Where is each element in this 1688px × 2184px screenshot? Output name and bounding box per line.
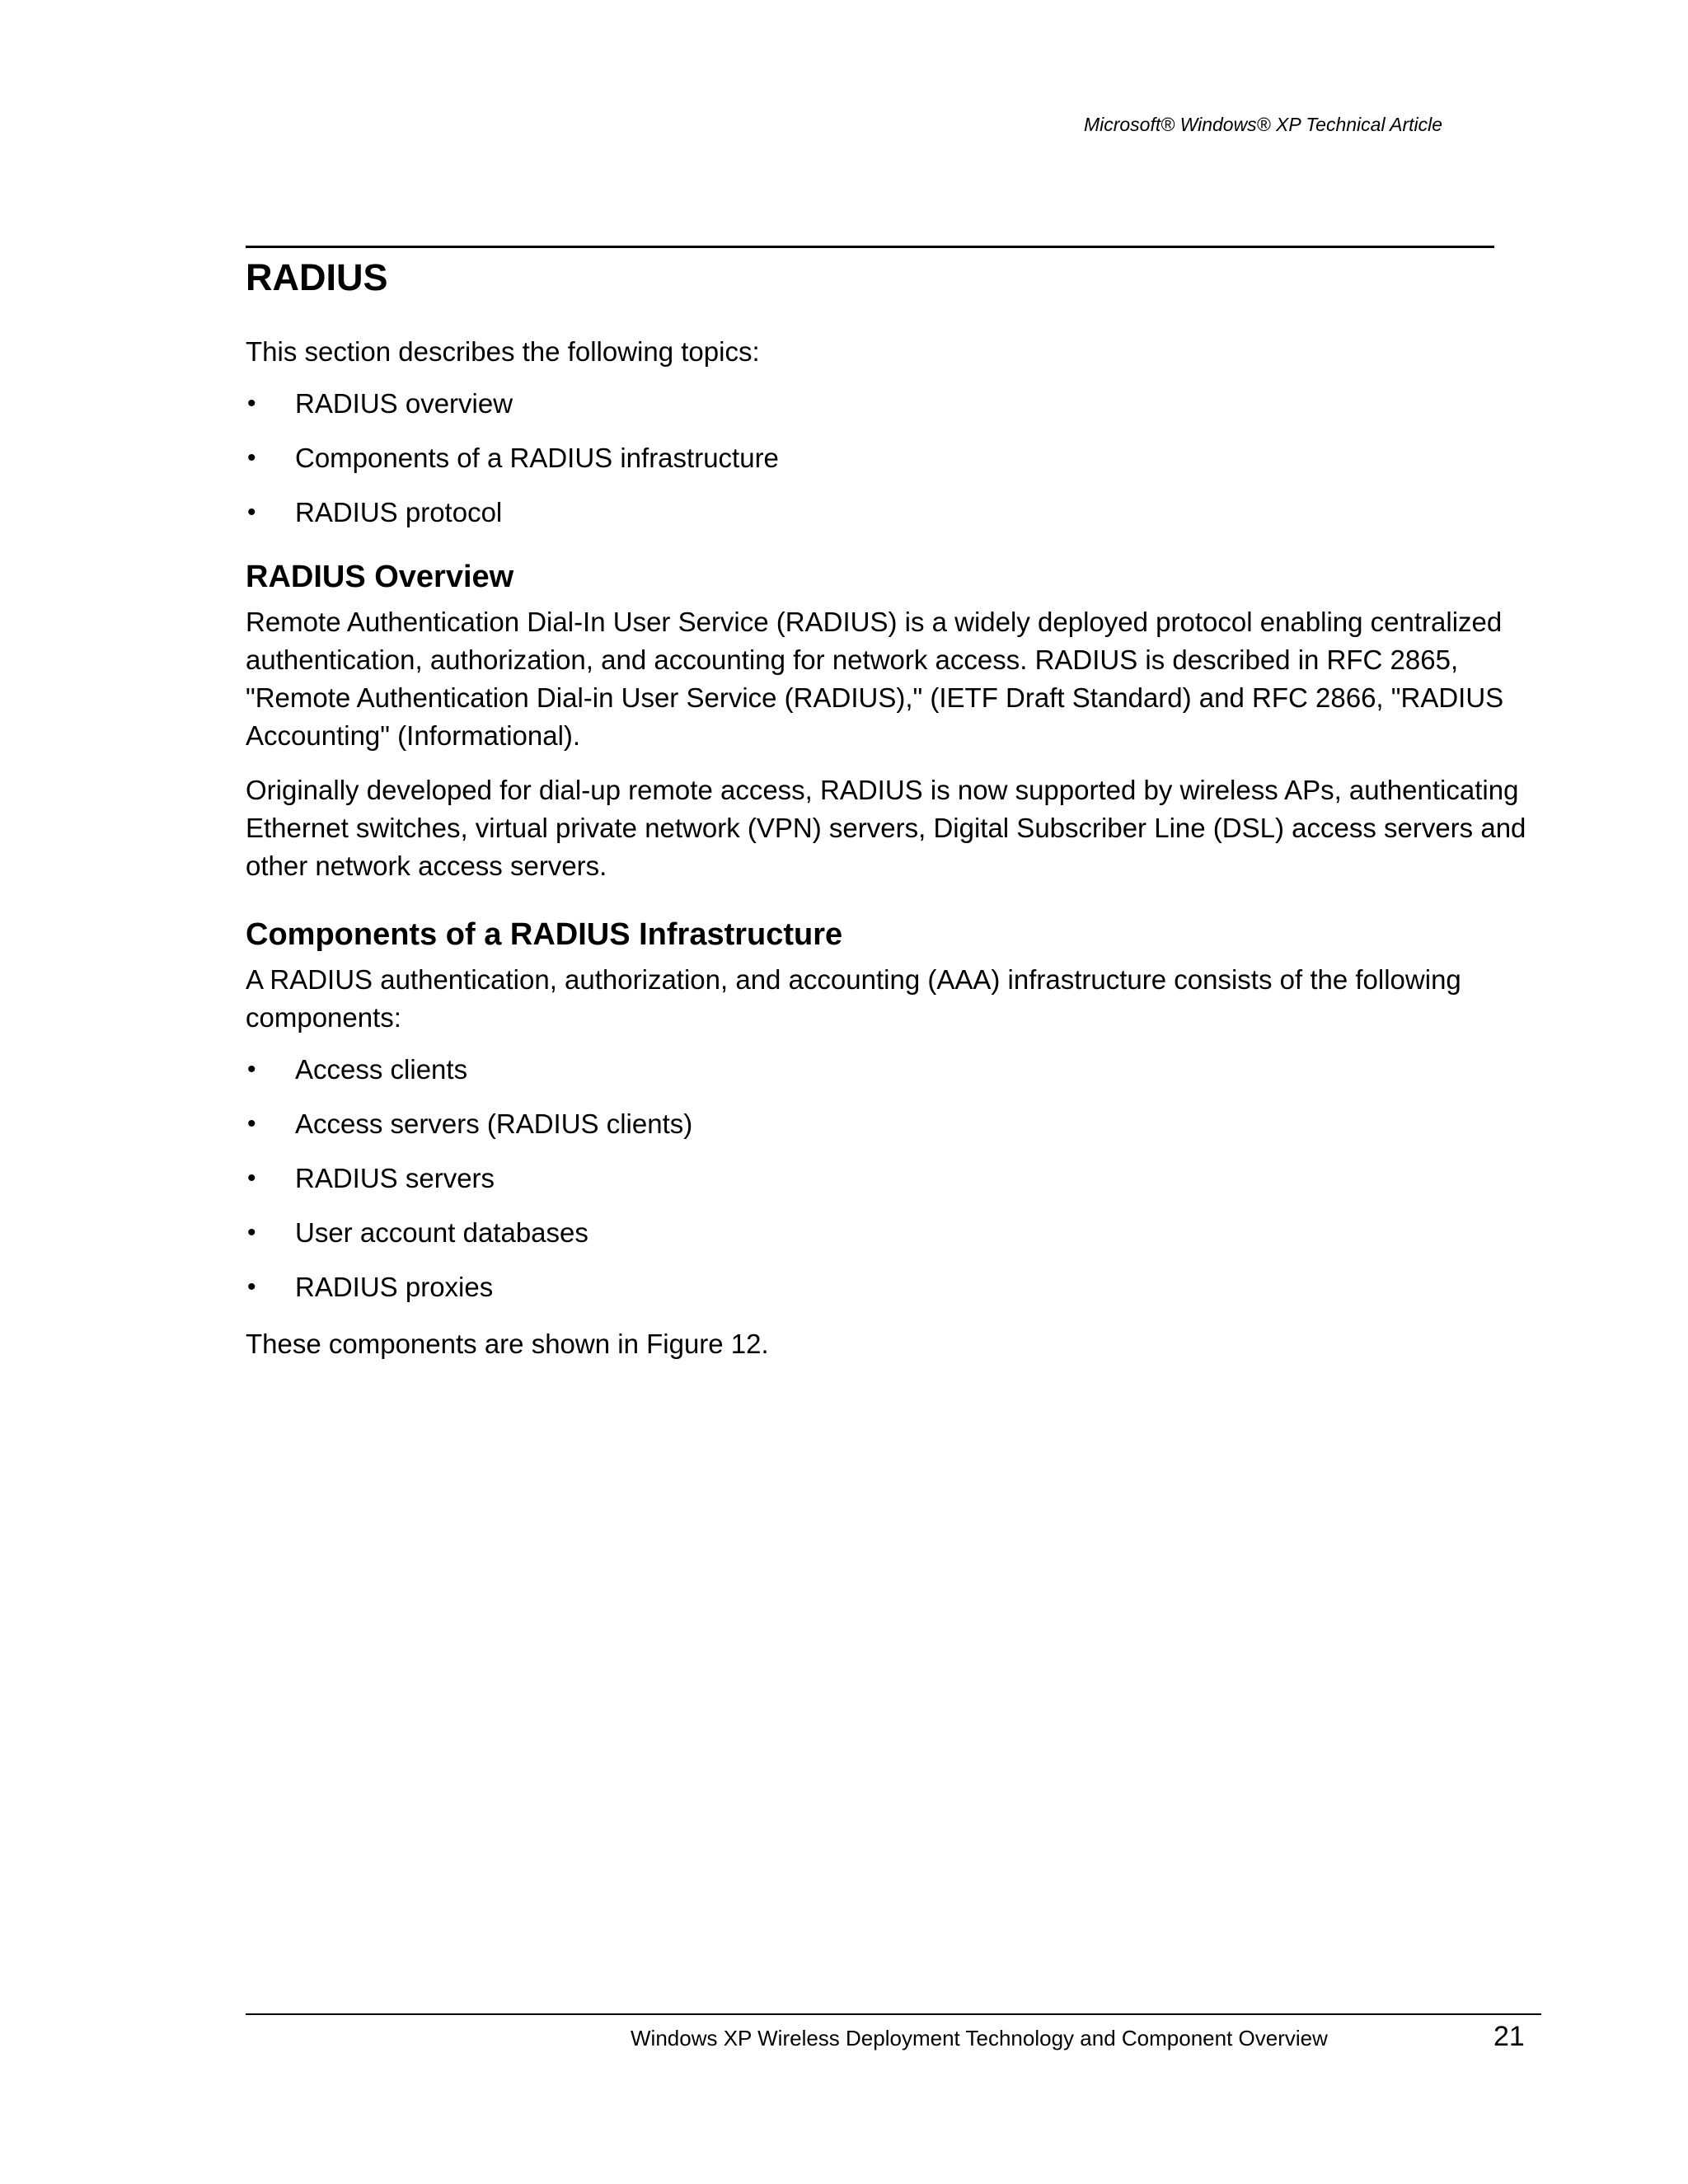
- bullet-icon: •: [247, 1110, 256, 1137]
- bullet-icon: •: [247, 499, 256, 526]
- components-list: [246, 1053, 1531, 1304]
- bullet-icon: •: [247, 1056, 256, 1083]
- list-item-text: Access clients: [295, 1054, 468, 1085]
- bullet-icon: •: [247, 1273, 256, 1301]
- overview-paragraph-2: Originally developed for dial-up remote access, RADIUS is now supported by wireless APs, authenticating Ethernet switches, virtual private network (VPN) servers, Digital Subscriber Line (DSL) access servers and other network access servers.: [246, 775, 1526, 881]
- list-item-text: RADIUS proxies: [295, 1272, 494, 1302]
- list-item-text: Components of a RADIUS infrastructure: [295, 443, 779, 473]
- section-intro: This section describes the following topics:: [246, 336, 760, 367]
- overview-heading: RADIUS Overview: [246, 560, 514, 594]
- list-item-text: RADIUS servers: [295, 1163, 495, 1193]
- figure-reference: These components are shown in Figure 12.: [246, 1329, 769, 1359]
- overview-paragraph-1: Remote Authentication Dial-In User Service (RADIUS) is a widely deployed protocol enabling centralized authentication, authorization, and accounting for network access. RADIUS is described in RFC 2865, "Remote Authentication Dial-in User Service (RADIUS)," (IETF Draft Standard) and RFC 2866, "RADIUS Accounting" (Informational).: [246, 607, 1504, 751]
- footer-title: Windows XP Wireless Deployment Technology and Component Overview: [631, 2026, 1328, 2050]
- list-item: [246, 496, 1531, 529]
- header-rule: [246, 246, 1494, 248]
- list-item: [246, 1216, 1531, 1249]
- running-header: Microsoft® Windows® XP Technical Article: [1083, 114, 1442, 135]
- bullet-icon: •: [247, 444, 256, 471]
- section-title: RADIUS: [246, 256, 388, 298]
- footer-rule: [246, 2013, 1541, 2015]
- list-item: [246, 442, 1531, 475]
- components-intro: A RADIUS authentication, authorization, and accounting (AAA) infrastructure consists of the following components:: [246, 964, 1461, 1033]
- list-item: [246, 1053, 1531, 1086]
- components-heading: Components of a RADIUS Infrastructure: [246, 917, 843, 952]
- list-item-text: Access servers (RADIUS clients): [295, 1108, 693, 1139]
- bullet-icon: •: [247, 390, 256, 417]
- list-item: [246, 1271, 1531, 1304]
- list-item: [246, 1108, 1531, 1141]
- page-number: 21: [1493, 2021, 1525, 2052]
- bullet-icon: •: [247, 1165, 256, 1192]
- list-item-text: RADIUS overview: [295, 388, 513, 419]
- bullet-icon: •: [247, 1219, 256, 1246]
- page-content: [246, 252, 1531, 1363]
- list-item-text: User account databases: [295, 1217, 588, 1248]
- topics-list: [246, 387, 1531, 529]
- list-item: [246, 1162, 1531, 1195]
- list-item: [246, 387, 1531, 420]
- list-item-text: RADIUS protocol: [295, 497, 503, 527]
